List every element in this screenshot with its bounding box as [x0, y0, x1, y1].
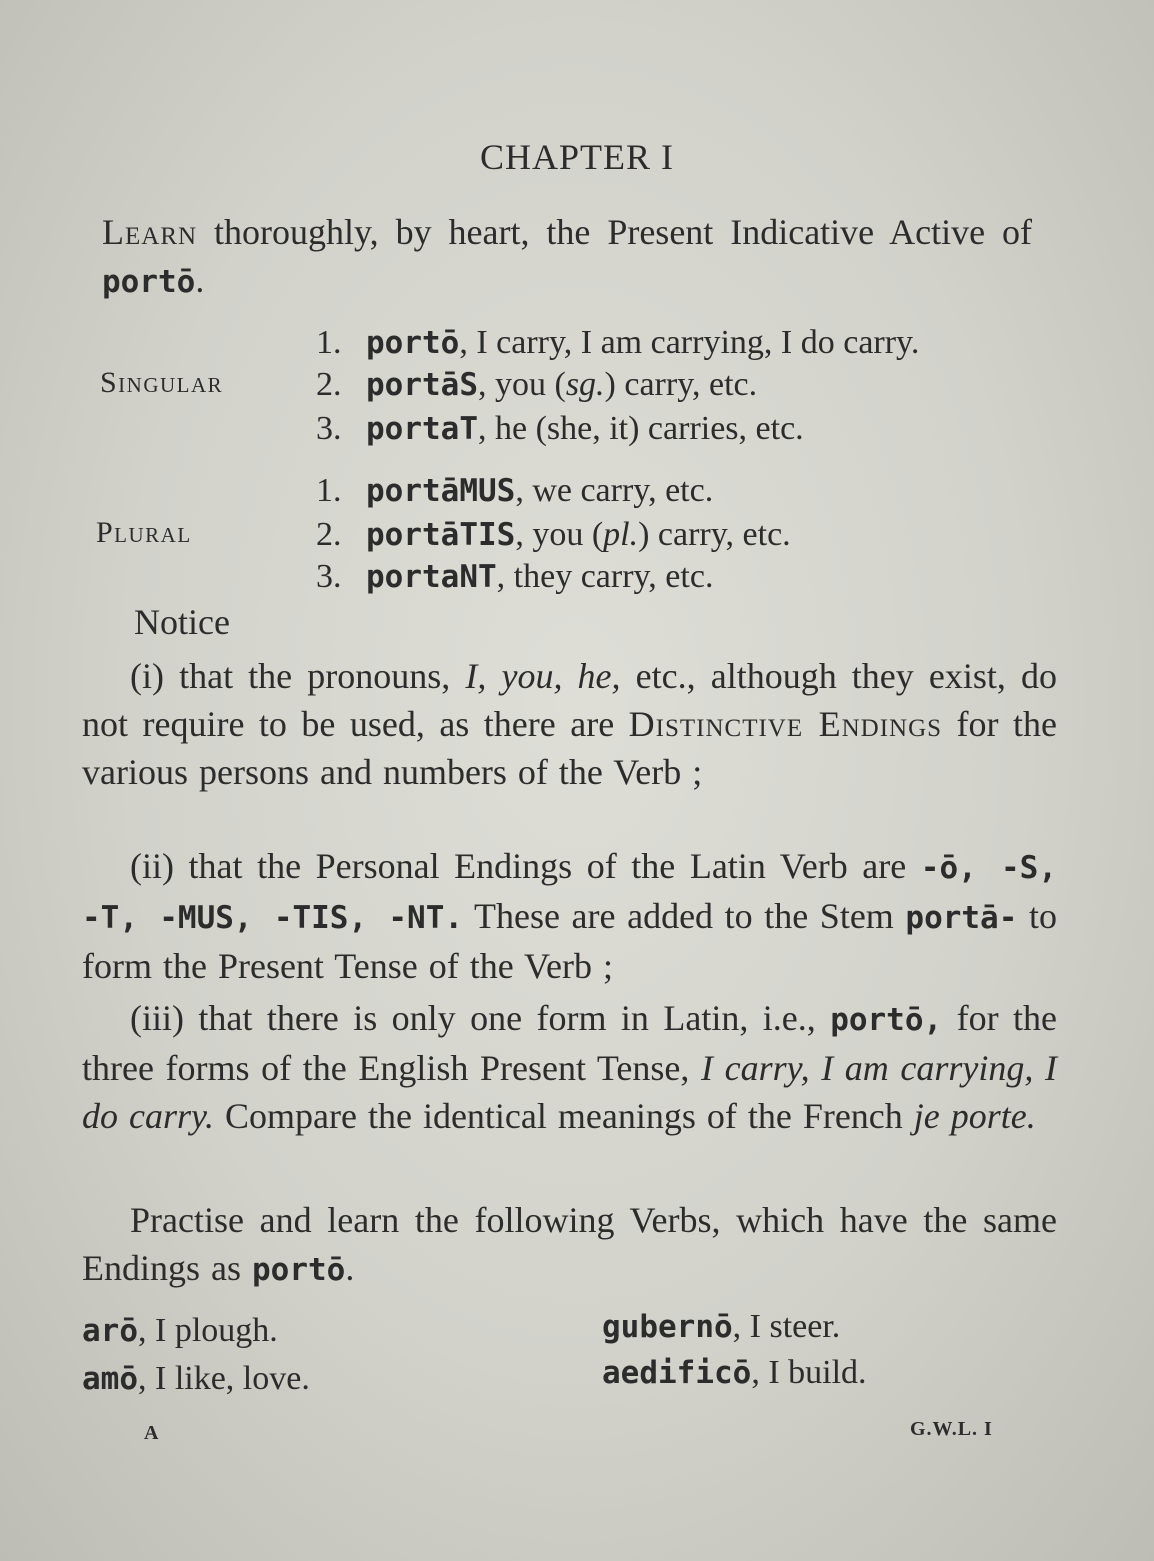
intro-text: thoroughly, by heart, the Present Indicative Active of: [197, 212, 1032, 252]
point3-italic: I carry, I am carrying, I do carry.: [82, 1048, 1057, 1136]
point2-text-b: These are added to the Stem: [463, 896, 906, 936]
verb-latin: arō: [82, 1313, 138, 1349]
verb-meaning: , I build.: [751, 1354, 867, 1391]
verb-meaning: , you (: [515, 516, 604, 553]
practise-paragraph: [82, 1196, 1057, 1294]
verb-form: portō: [366, 325, 460, 361]
verb-form: portāMUS: [366, 473, 516, 509]
notice-point-3: [82, 994, 1057, 1140]
row-number: 1.: [316, 324, 342, 361]
verb-latin: aedificō: [602, 1355, 752, 1391]
intro-verb: portō: [102, 264, 196, 300]
verb-form: portāTIS: [366, 517, 516, 553]
singular-label: Singular: [100, 366, 224, 399]
point3-text-b: for the three forms of the English Present Tense,: [82, 998, 1057, 1088]
verb-meaning: , they carry, etc.: [496, 558, 714, 595]
plural-row-1: [316, 472, 713, 510]
row-number: 2.: [316, 366, 342, 403]
point2-stem: portā-: [905, 900, 1018, 936]
verb-meaning: , he (she, it) carries, etc.: [477, 410, 804, 447]
point3-french: je porte.: [913, 1096, 1036, 1136]
verb-meaning: , we carry, etc.: [515, 472, 714, 509]
row-number: 3.: [316, 558, 342, 595]
verb-form: portāS: [366, 367, 478, 403]
point1-italic: I, you, he,: [465, 656, 621, 696]
intro-paragraph: [102, 208, 1032, 306]
singular-row-3: [316, 410, 804, 448]
point2-text-c: to form the Present Tense of the Verb ;: [82, 896, 1057, 986]
verb-item: [602, 1354, 867, 1392]
verb-meaning-italic: pl.: [603, 516, 639, 553]
row-number: 1.: [316, 472, 342, 509]
signature-code: G.W.L. I: [910, 1418, 993, 1440]
verb-form: portaNT: [366, 559, 497, 595]
point1-text-a: (i) that the pronouns,: [130, 656, 466, 696]
verb-item: [82, 1360, 310, 1398]
notice-heading: Notice: [134, 602, 230, 642]
verb-latin: gubernō: [602, 1309, 733, 1345]
verb-meaning: , I plough.: [138, 1312, 278, 1349]
chapter-title: CHAPTER I: [479, 137, 674, 177]
verb-item: [602, 1308, 840, 1346]
singular-row-2: [316, 366, 757, 404]
point1-text-b: etc., although they exist, do not require to be used, as there are: [82, 656, 1057, 744]
verb-form: portaT: [366, 411, 478, 447]
intro-lead-word: Learn: [102, 212, 198, 252]
verb-item: [82, 1312, 278, 1350]
verb-latin: amō: [82, 1361, 138, 1397]
row-number: 3.: [316, 410, 342, 447]
point2-text-a: (ii) that the Personal Endings of the Latin Verb are: [130, 846, 921, 886]
singular-row-1: [316, 324, 919, 362]
signature-letter: A: [144, 1422, 159, 1444]
row-number: 2.: [316, 516, 342, 553]
point1-text-c: for the various persons and numbers of the Verb ;: [82, 704, 1057, 792]
point2-endings: -ō, -S, -T, -MUS, -TIS, -NT.: [82, 850, 1057, 936]
practise-verb: portō: [252, 1252, 346, 1288]
point1-smallcaps: Distinctive Endings: [628, 704, 943, 744]
verb-meaning: , you (: [477, 366, 566, 403]
verb-meaning: , I steer.: [732, 1308, 841, 1345]
plural-row-3: [316, 558, 713, 596]
verb-meaning-italic: sg.: [565, 366, 605, 403]
verb-meaning: , I carry, I am carrying, I do carry.: [459, 324, 920, 361]
verb-meaning: , I like, love.: [138, 1360, 310, 1397]
practise-text: Practise and learn the following Verbs, which have the same Endings as: [82, 1200, 1057, 1288]
practise-end: .: [345, 1248, 355, 1288]
point3-verb: portō,: [830, 1002, 943, 1038]
plural-row-2: [316, 516, 791, 554]
intro-end: .: [195, 260, 205, 300]
verb-meaning-end: ) carry, etc.: [604, 366, 758, 403]
plural-label: Plural: [96, 516, 192, 549]
point3-text-a: (iii) that there is only one form in Latin, i.e.,: [130, 998, 831, 1038]
point3-text-c: Compare the identical meanings of the French: [214, 1096, 914, 1136]
notice-point-1: [82, 652, 1057, 796]
notice-point-2: [82, 842, 1057, 990]
verb-meaning-end: ) carry, etc.: [638, 516, 791, 553]
